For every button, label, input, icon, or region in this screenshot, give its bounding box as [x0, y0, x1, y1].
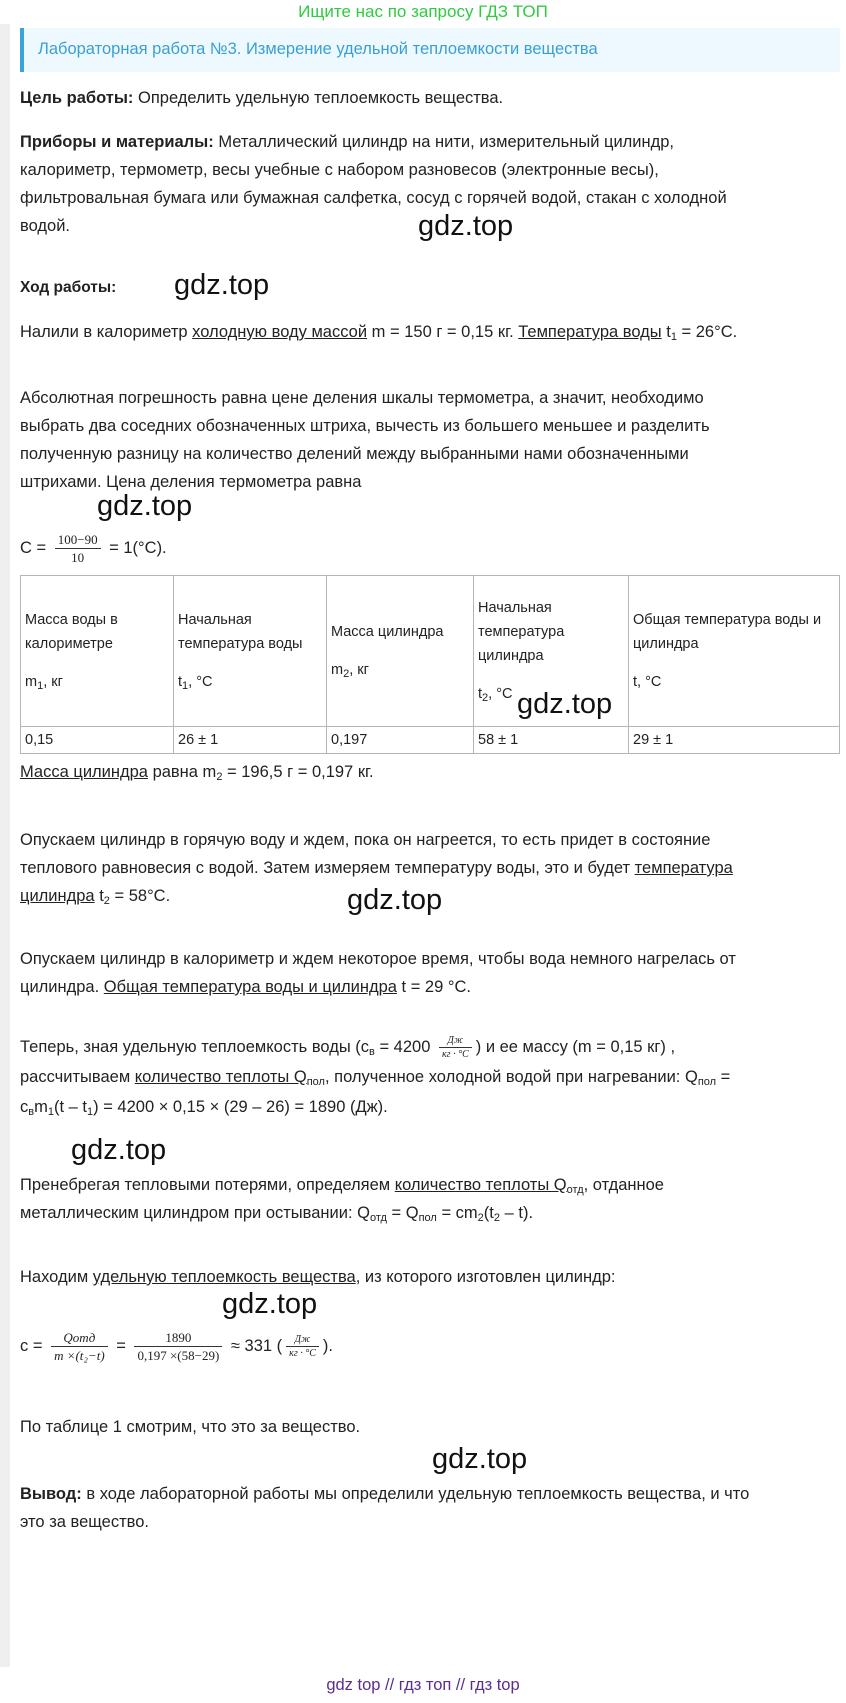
error-paragraph	[20, 384, 830, 496]
heat-received-paragraph	[20, 1032, 830, 1122]
fraction	[55, 532, 101, 566]
goal-paragraph	[20, 84, 830, 112]
subscript: 2	[493, 1212, 501, 1224]
header-var: t	[178, 674, 183, 690]
text: цилиндра.	[20, 978, 104, 996]
text: Находим	[20, 1268, 93, 1286]
link-cylinder-mass[interactable]: Масса цилиндра	[20, 763, 148, 781]
materials-line: фильтровальная бумага или бумажная салфетка, сосуд с горячей водой, стакан с холодной	[20, 189, 727, 207]
text: , из которого изготовлен цилиндр:	[355, 1268, 616, 1286]
subscript: пол	[418, 1212, 437, 1224]
table-cell: 0,15	[21, 727, 174, 754]
text: в ходе лабораторной работы мы определили удельную теплоемкость вещества, и что	[81, 1485, 750, 1503]
mixing-paragraph	[20, 945, 830, 1001]
link-heat-given[interactable]	[395, 1176, 584, 1194]
text: = 58°C.	[109, 887, 171, 905]
goal-label: Цель работы:	[20, 89, 134, 107]
text: (t – t	[53, 1098, 87, 1116]
subscript: в	[369, 1046, 375, 1058]
footer-links[interactable]: gdz top // гдз топ // гдз top	[326, 1676, 520, 1694]
denominator: кг · °C	[289, 1348, 316, 1360]
procedure-label: Ход работы:	[20, 279, 117, 296]
numerator: Дж	[439, 1034, 472, 1048]
denominator: кг · °C	[441, 1049, 469, 1061]
text: t = 29 °C.	[396, 978, 471, 996]
subscript: 1	[37, 680, 44, 692]
header-var: m	[25, 674, 38, 690]
watermark: gdz.top	[97, 490, 193, 522]
text: Опускаем цилиндр в калориметр и ждем некоторое время, чтобы вода немного нагрелась от	[20, 950, 736, 968]
table-cell: 26 ± 1	[174, 727, 327, 754]
text: ) и ее массу (m = 0,15 кг) ,	[475, 1038, 676, 1056]
unit-fraction	[286, 1333, 319, 1360]
link-specific-heat[interactable]: удельную теплоемкость вещества	[92, 1268, 356, 1286]
table-header-cell	[174, 576, 327, 727]
subscript: пол	[306, 1076, 325, 1088]
text: m = 150 г = 0,15 кг.	[367, 323, 519, 341]
lookup-paragraph: По таблице 1 смотрим, что это за вещество.	[20, 1418, 361, 1436]
text: , отданное	[583, 1176, 664, 1194]
conclusion-label: Вывод:	[20, 1485, 82, 1503]
fraction	[51, 1330, 108, 1364]
header-var: m	[331, 662, 344, 678]
header-title: Начальная температура воды	[178, 612, 303, 652]
subscript: отд	[369, 1212, 387, 1224]
text: металлическим цилиндром при остывании: Q	[20, 1204, 370, 1222]
watermark: gdz.top	[432, 1443, 528, 1475]
table-header-cell	[21, 576, 174, 727]
text: t	[661, 323, 671, 341]
text: равна m	[147, 763, 217, 781]
subscript: 1	[47, 1106, 54, 1118]
text: ) = 4200 × 0,15 × (29 – 26) = 1890 (Дж).	[93, 1098, 388, 1116]
watermark: gdz.top	[174, 269, 270, 301]
measurements-table	[20, 575, 840, 754]
subscript: 1	[670, 331, 677, 343]
final-formula	[20, 1326, 830, 1366]
text: C =	[20, 539, 51, 557]
text: c =	[20, 1337, 48, 1355]
text: Абсолютная погрешность равна цене деления шкалы термометра, а значит, необходимо	[20, 389, 704, 407]
text: полученную разницу на количество делений между выбранными нами обозначенными	[20, 445, 689, 463]
text: = 196,5 г = 0,197 кг.	[222, 763, 374, 781]
subscript: 2	[477, 1212, 484, 1224]
subscript: 2	[343, 668, 350, 680]
link-common-temperature[interactable]: Общая температура воды и цилиндра	[103, 978, 397, 996]
table-header-row	[21, 576, 840, 727]
procedure-heading	[20, 274, 830, 302]
text: = 1(°C).	[104, 539, 167, 557]
header-title: Масса воды в калориметре	[25, 612, 118, 652]
text: , полученное холодной водой при нагревании: Q	[324, 1068, 698, 1086]
header-unit: , °C	[637, 674, 662, 690]
text: Теперь, зная удельную теплоемкость воды (c	[20, 1038, 370, 1056]
materials-line: калориметр, термометр, весы учебные с набором разновесов (электронные весы),	[20, 161, 659, 179]
text: (t	[483, 1204, 494, 1222]
header-title: Общая температура воды и цилиндра	[633, 612, 822, 652]
division-formula	[20, 530, 830, 566]
header-unit: , кг	[349, 662, 369, 678]
header-title: Масса цилиндра	[331, 624, 444, 640]
table-cell: 0,197	[327, 727, 474, 754]
text: ≈ 331 (	[226, 1337, 283, 1355]
materials-line: Металлический цилиндр на нити, измерительный цилиндр,	[213, 133, 675, 151]
link-text: количество теплоты Q	[134, 1068, 307, 1086]
header-title: Начальная температура цилиндра	[478, 600, 565, 664]
subscript: 1	[182, 680, 189, 692]
denominator: 10	[71, 549, 85, 565]
subscript: 2	[103, 895, 110, 907]
table-cell: 58 ± 1	[474, 727, 629, 754]
goal-text: Определить удельную теплоемкость вещества.	[133, 89, 504, 107]
watermark: gdz.top	[347, 884, 443, 916]
text: – t).	[500, 1204, 534, 1222]
text: Налили в калориметр	[20, 323, 193, 341]
subscript: 2	[482, 692, 489, 704]
conclusion-paragraph	[20, 1480, 830, 1536]
link-cold-water[interactable]: холодную воду массой	[192, 323, 368, 341]
text: = Q	[386, 1204, 419, 1222]
watermark: gdz.top	[222, 1288, 318, 1320]
task-title: Лабораторная работа №3. Измерение удельной теплоемкости вещества	[38, 40, 598, 58]
text: теплового равновесия с водой. Затем измеряем температуру воды, это и будет	[20, 859, 635, 877]
table-row	[21, 727, 840, 754]
cylinder-mass-paragraph	[20, 758, 830, 786]
text: Пренебрегая тепловыми потерями, определяем	[20, 1176, 395, 1194]
text: t	[94, 887, 104, 905]
header-var: t	[633, 674, 638, 690]
subscript: 1	[86, 1106, 94, 1118]
header-unit: , °C	[488, 686, 513, 702]
numerator: Qотд	[51, 1330, 108, 1347]
text: =	[716, 1068, 731, 1086]
heat-given-paragraph	[20, 1171, 830, 1227]
link-heat-quantity[interactable]	[135, 1068, 325, 1086]
subscript: 2	[216, 771, 223, 783]
header-var: t	[478, 686, 483, 702]
text: штрихами. Цена деления термометра равна	[20, 473, 362, 491]
numerator: Дж	[286, 1333, 319, 1347]
header-unit: , °C	[188, 674, 213, 690]
table-cell: 29 ± 1	[629, 727, 840, 754]
text: рассчитываем	[20, 1068, 135, 1086]
search-banner: Ищите нас по запросу ГДЗ ТОП	[298, 2, 548, 21]
subscript: в	[28, 1106, 35, 1118]
table-header-cell	[327, 576, 474, 727]
specific-heat-paragraph	[20, 1263, 830, 1291]
fraction	[134, 1330, 222, 1364]
numerator: 100−90	[55, 532, 101, 549]
text: выбрать два соседних обозначенных штриха, вычесть из большего меньшее и разделить	[20, 417, 710, 435]
text: = cm	[436, 1204, 478, 1222]
step1-paragraph	[20, 318, 830, 346]
text: = 26°C.	[676, 323, 738, 341]
text: m	[34, 1098, 48, 1116]
numerator: 1890	[134, 1330, 222, 1347]
materials-label: Приборы и материалы:	[20, 133, 214, 151]
table-header-cell	[629, 576, 840, 727]
denominator: 0,197 ×(58−29)	[137, 1347, 220, 1363]
watermark: gdz.top	[517, 688, 613, 720]
link-text: количество теплоты Q	[394, 1176, 567, 1194]
text: это за вещество.	[20, 1513, 149, 1531]
text: = 4200	[374, 1038, 435, 1056]
watermark: gdz.top	[71, 1134, 167, 1166]
task-title-box	[20, 28, 840, 72]
subscript: пол	[697, 1076, 717, 1088]
subscript: отд	[566, 1184, 584, 1196]
text: =	[111, 1337, 131, 1355]
link-water-temperature[interactable]: Температура воды	[518, 323, 662, 341]
text: Опускаем цилиндр в горячую воду и ждем, пока он нагреется, то есть придет в состояние	[20, 831, 711, 849]
denominator: m ×(t₂−t)	[54, 1347, 105, 1363]
link-cylinder-temperature-cont[interactable]: цилиндра	[20, 887, 95, 905]
materials-line: водой.	[20, 217, 70, 235]
link-cylinder-temperature[interactable]: температура	[634, 859, 733, 877]
text: ).	[322, 1337, 333, 1355]
header-unit: , кг	[43, 674, 63, 690]
watermark: gdz.top	[418, 210, 514, 242]
text: c	[20, 1098, 29, 1116]
left-border	[0, 24, 10, 1667]
unit-fraction	[439, 1034, 472, 1061]
